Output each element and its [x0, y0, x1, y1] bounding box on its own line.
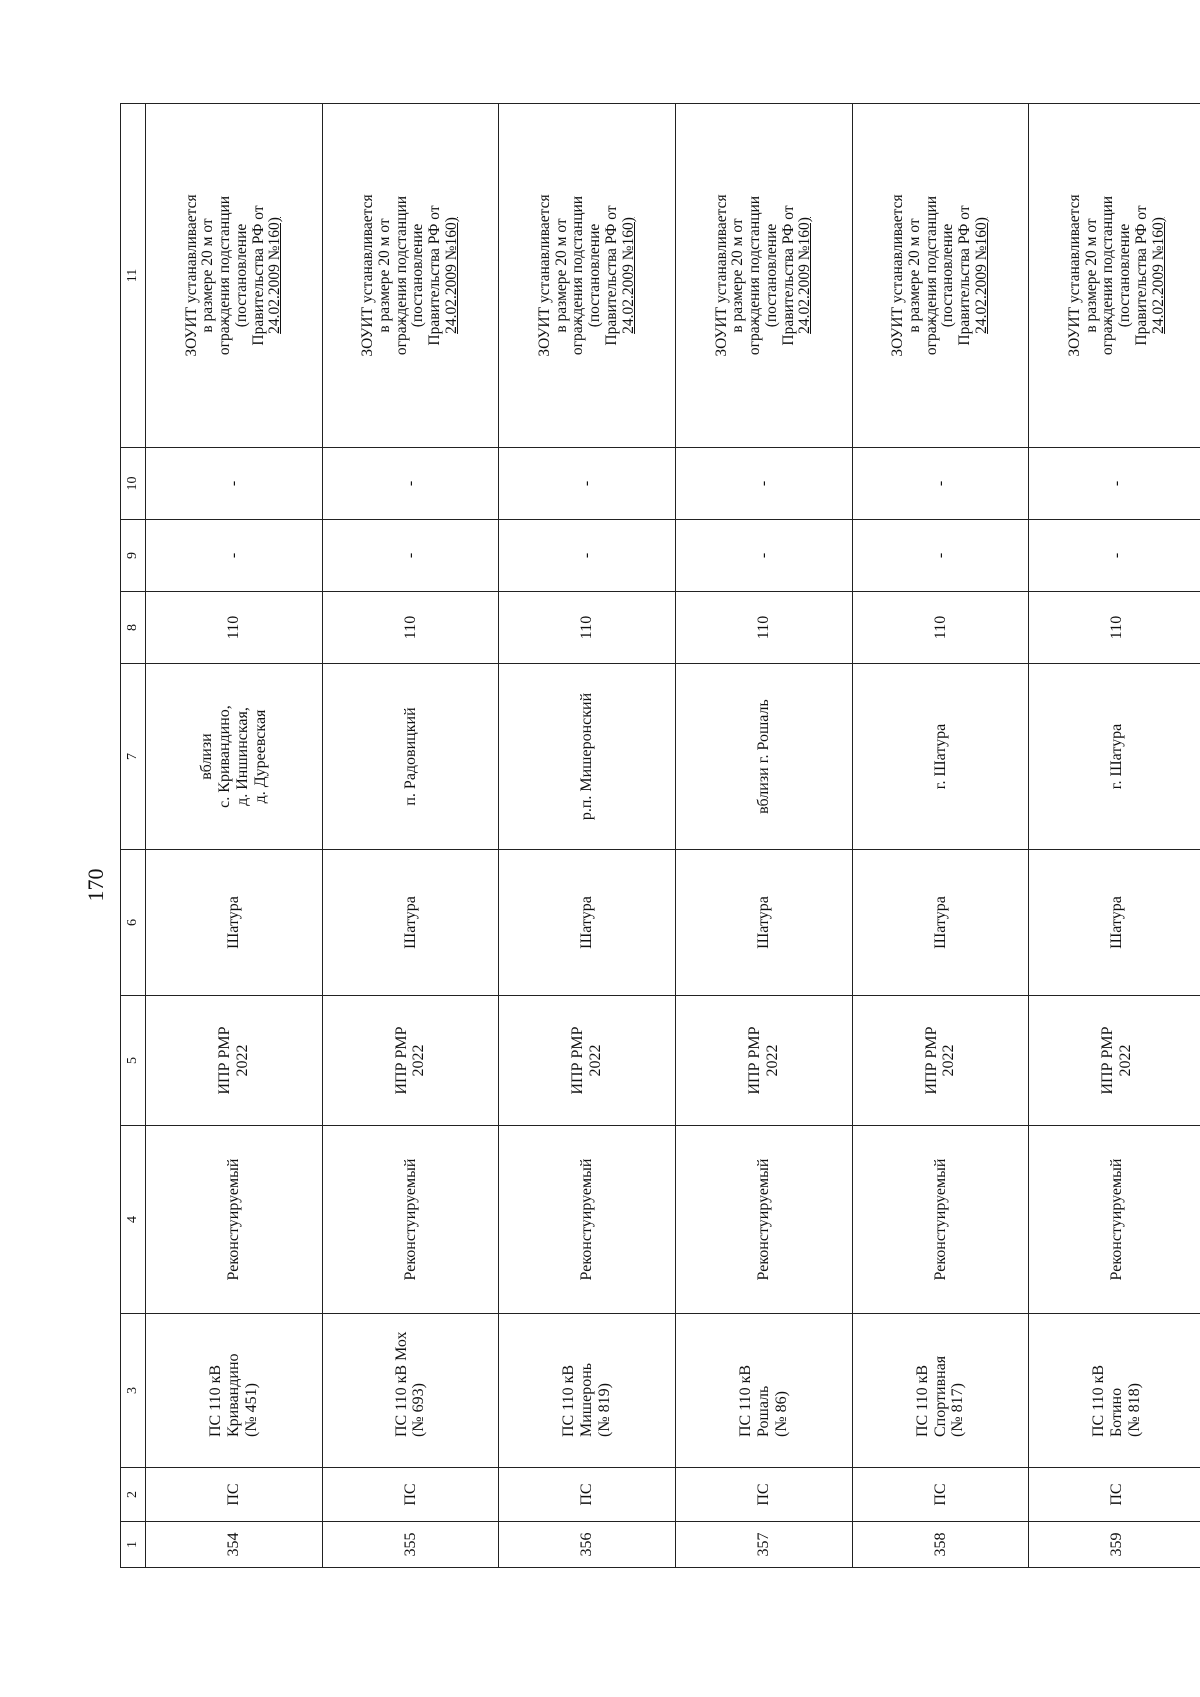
object-status: Реконстуируемый [1029, 1126, 1200, 1314]
table-row [852, 104, 1029, 1568]
object-name: ПС 110 кВ Мох (№ 693) [322, 1314, 499, 1468]
column-9-value: - [499, 520, 676, 592]
object-name: ПС 110 кВ Спортивная (№ 817) [852, 1314, 1029, 1468]
district: Шатура [852, 850, 1029, 996]
column-10-value: - [322, 448, 499, 520]
protection-zone-note: ЗОУИТ устанавливается в размере 20 м от ограждения подстанции (постановление Правительства РФ от 24.02.2009 №160) [499, 104, 676, 448]
row-number: 357 [675, 1522, 852, 1568]
col-header-10: 10 [121, 448, 146, 520]
column-9-value: - [146, 520, 323, 592]
object-type: ПС [675, 1468, 852, 1522]
table-row [499, 104, 676, 1568]
object-type: ПС [1029, 1468, 1200, 1522]
program-source: ИПР РМР 2022 [852, 996, 1029, 1126]
district: Шатура [146, 850, 323, 996]
column-9-value: - [852, 520, 1029, 592]
page-number: 170 [83, 868, 108, 902]
table-row [146, 104, 323, 1568]
object-type: ПС [852, 1468, 1029, 1522]
program-source: ИПР РМР 2022 [146, 996, 323, 1126]
column-10-value: - [1029, 448, 1200, 520]
protection-zone-note: ЗОУИТ устанавливается в размере 20 м от ограждения подстанции (постановление Правительства РФ от 24.02.2009 №160) [146, 104, 323, 448]
voltage-kv: 110 [499, 592, 676, 664]
row-number: 354 [146, 1522, 323, 1568]
col-header-11: 11 [121, 104, 146, 448]
protection-zone-note: ЗОУИТ устанавливается в размере 20 м от ограждения подстанции (постановление Правительства РФ от 24.02.2009 №160) [852, 104, 1029, 448]
protection-zone-note: ЗОУИТ устанавливается в размере 20 м от ограждения подстанции (постановление Правительства РФ от 24.02.2009 №160) [1029, 104, 1200, 448]
object-name: ПС 110 кВ Мишеронь (№ 819) [499, 1314, 676, 1468]
program-source: ИПР РМР 2022 [675, 996, 852, 1126]
district: Шатура [322, 850, 499, 996]
column-10-value: - [675, 448, 852, 520]
object-status: Реконстуируемый [322, 1126, 499, 1314]
location: вблизи с. Кривандино, д. Иншинская, д. Дуреевская [146, 664, 323, 850]
row-number: 359 [1029, 1522, 1200, 1568]
column-10-value: - [852, 448, 1029, 520]
table-row [322, 104, 499, 1568]
voltage-kv: 110 [146, 592, 323, 664]
protection-zone-note: ЗОУИТ устанавливается в размере 20 м от ограждения подстанции (постановление Правительства РФ от 24.02.2009 №160) [675, 104, 852, 448]
location: г. Шатура [1029, 664, 1200, 850]
location: р.п. Мишеронский [499, 664, 676, 850]
object-type: ПС [146, 1468, 323, 1522]
district: Шатура [499, 850, 676, 996]
table-container [120, 104, 1200, 1568]
col-header-3: 3 [121, 1314, 146, 1468]
row-number: 355 [322, 1522, 499, 1568]
column-10-value: - [146, 448, 323, 520]
program-source: ИПР РМР 2022 [499, 996, 676, 1126]
voltage-kv: 110 [675, 592, 852, 664]
district: Шатура [675, 850, 852, 996]
table-row [1029, 104, 1200, 1568]
object-status: Реконстуируемый [852, 1126, 1029, 1314]
row-number: 358 [852, 1522, 1029, 1568]
column-9-value: - [322, 520, 499, 592]
substations-table [120, 103, 1200, 1568]
program-source: ИПР РМР 2022 [322, 996, 499, 1126]
column-numbers-row [121, 104, 146, 1568]
location: п. Радовицкий [322, 664, 499, 850]
col-header-4: 4 [121, 1126, 146, 1314]
column-9-value: - [1029, 520, 1200, 592]
voltage-kv: 110 [852, 592, 1029, 664]
object-status: Реконстуируемый [146, 1126, 323, 1314]
col-header-7: 7 [121, 664, 146, 850]
object-type: ПС [499, 1468, 676, 1522]
voltage-kv: 110 [1029, 592, 1200, 664]
location: г. Шатура [852, 664, 1029, 850]
col-header-2: 2 [121, 1468, 146, 1522]
rotated-table-frame [120, 104, 1200, 1568]
program-source: ИПР РМР 2022 [1029, 996, 1200, 1126]
column-10-value: - [499, 448, 676, 520]
col-header-8: 8 [121, 592, 146, 664]
district: Шатура [1029, 850, 1200, 996]
col-header-5: 5 [121, 996, 146, 1126]
row-number: 356 [499, 1522, 676, 1568]
col-header-1: 1 [121, 1522, 146, 1568]
col-header-6: 6 [121, 850, 146, 996]
table-row [675, 104, 852, 1568]
object-name: ПС 110 кВ Ботино (№ 818) [1029, 1314, 1200, 1468]
object-status: Реконстуируемый [499, 1126, 676, 1314]
location: вблизи г. Рошаль [675, 664, 852, 850]
protection-zone-note: ЗОУИТ устанавливается в размере 20 м от ограждения подстанции (постановление Правительства РФ от 24.02.2009 №160) [322, 104, 499, 448]
object-name: ПС 110 кВ Кривандино (№ 451) [146, 1314, 323, 1468]
object-name: ПС 110 кВ Рошаль (№ 86) [675, 1314, 852, 1468]
column-9-value: - [675, 520, 852, 592]
object-status: Реконстуируемый [675, 1126, 852, 1314]
col-header-9: 9 [121, 520, 146, 592]
object-type: ПС [322, 1468, 499, 1522]
voltage-kv: 110 [322, 592, 499, 664]
